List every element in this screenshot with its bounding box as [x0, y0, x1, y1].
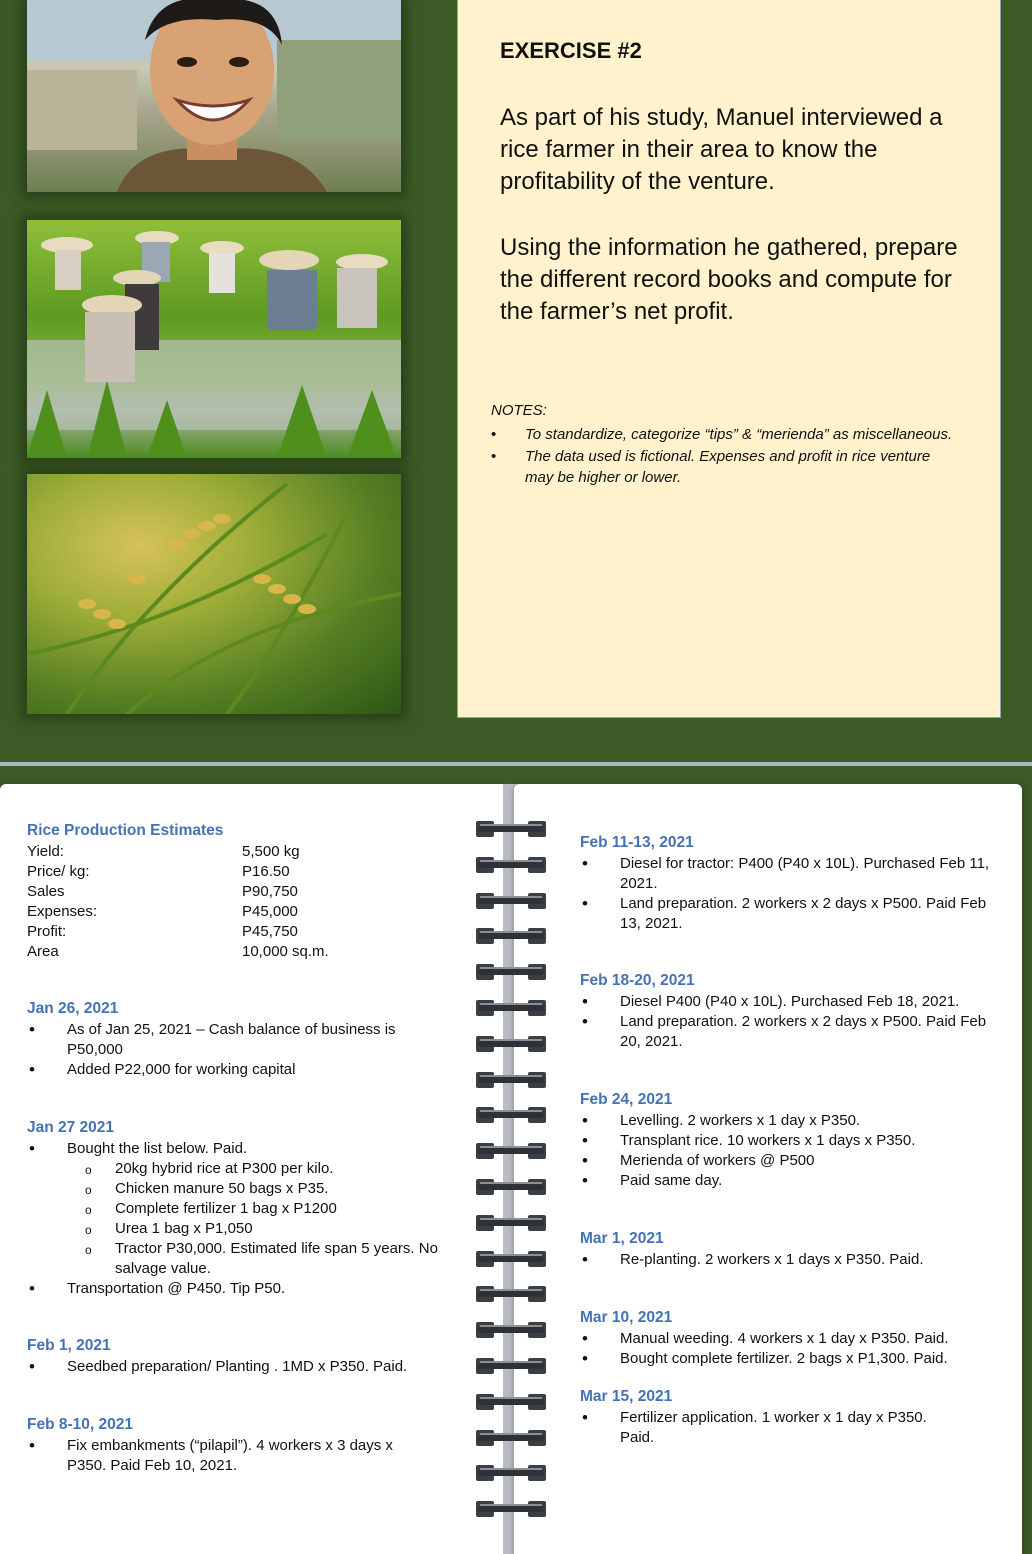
spiral-ring	[476, 1500, 546, 1518]
entry-list	[580, 1111, 990, 1191]
smiling-man-photo	[27, 0, 401, 192]
entry-date: Mar 15, 2021	[580, 1388, 673, 1405]
estimate-row	[27, 842, 447, 862]
exercise-paragraph-1: As part of his study, Manuel interviewed a rice farmer in their area to know the profitability of the venture.	[500, 104, 943, 195]
spiral-notebook	[0, 784, 1032, 1554]
spiral-ring	[476, 1178, 546, 1196]
entry-item: • Fix embankments (“pilapil”). 4 workers x 3 days x P350. Paid Feb 10, 2021.	[27, 1436, 427, 1476]
spiral-ring	[476, 1214, 546, 1232]
entry-list	[580, 1329, 990, 1369]
entry-item: • Transplant rice. 10 workers x 1 days x P350.	[580, 1131, 990, 1151]
estimate-row	[27, 882, 447, 902]
estimate-value: 5,500 kg	[242, 843, 300, 860]
estimate-label: Expenses:	[27, 903, 98, 920]
spiral-ring	[476, 1357, 546, 1375]
entry-item: • Manual weeding. 4 workers x 1 day x P350. Paid.	[580, 1329, 990, 1349]
rice-grains-photo	[27, 474, 401, 714]
entry-date: Mar 1, 2021	[580, 1230, 664, 1247]
entry-item	[27, 1139, 447, 1279]
entry-item: • Land preparation. 2 workers x 2 days x P500. Paid Feb 13, 2021.	[580, 894, 990, 934]
spiral-ring	[476, 1106, 546, 1124]
notebook-left-page	[0, 784, 508, 1554]
entry-item: • Seedbed preparation/ Planting . 1MD x P350. Paid.	[27, 1357, 447, 1377]
estimate-value: P45,000	[242, 903, 298, 920]
entry-list	[580, 992, 990, 1052]
entry-list	[27, 1020, 447, 1080]
entry-date: Feb 11-13, 2021	[580, 834, 694, 851]
entry-date: Feb 18-20, 2021	[580, 972, 695, 989]
entry-item: • Diesel for tractor: P400 (P40 x 10L). Purchased Feb 11, 2021.	[580, 854, 990, 894]
estimate-row	[27, 922, 447, 942]
entry-item: • Paid same day.	[580, 1171, 990, 1191]
spiral-ring	[476, 1285, 546, 1303]
rice-planters-illustration	[27, 220, 401, 458]
entry-list	[27, 1357, 447, 1377]
entry-item: • Land preparation. 2 workers x 2 days x P500. Paid Feb 20, 2021.	[580, 1012, 990, 1052]
estimate-row	[27, 862, 447, 882]
estimate-label: Profit:	[27, 923, 67, 940]
entry-item: • Bought complete fertilizer. 2 bags x P1,300. Paid.	[580, 1349, 990, 1369]
rice-planters-photo	[27, 220, 401, 458]
entry-item: • Levelling. 2 workers x 1 day x P350.	[580, 1111, 990, 1131]
entry-item: • Re-planting. 2 workers x 1 days x P350. Paid.	[580, 1250, 990, 1270]
estimate-label: Area	[27, 943, 59, 960]
note-item: • To standardize, categorize “tips” & “merienda” as miscellaneous.	[491, 424, 961, 445]
spiral-ring	[476, 1464, 546, 1482]
entry-list	[580, 1250, 990, 1270]
estimate-label: Yield:	[27, 843, 64, 860]
estimate-row	[27, 902, 447, 922]
estimate-row	[27, 942, 447, 962]
estimates-table	[27, 842, 447, 962]
estimate-value: P45,750	[242, 923, 298, 940]
smiling-man-illustration	[27, 0, 401, 192]
spiral-ring	[476, 1321, 546, 1339]
note-item: • The data used is fictional. Expenses and profit in rice venture may be higher or lower.	[491, 446, 961, 488]
entry-item: • Added P22,000 for working capital	[27, 1060, 447, 1080]
spiral-ring	[476, 1393, 546, 1411]
spiral-ring	[476, 856, 546, 874]
sub-list	[67, 1159, 447, 1279]
entry-list	[27, 1436, 427, 1476]
exercise-title: EXERCISE #2	[500, 38, 642, 63]
sub-item: o Complete fertilizer 1 bag x P1200	[67, 1199, 447, 1219]
entry-list	[27, 1139, 447, 1299]
entry-item-text: Bought the list below. Paid.	[67, 1140, 248, 1157]
spiral-ring	[476, 820, 546, 838]
top-section	[0, 0, 1032, 762]
entry-date: Jan 27 2021	[27, 1119, 115, 1136]
notebook-right-page	[514, 784, 1022, 1554]
estimate-value: 10,000 sq.m.	[242, 943, 329, 960]
exercise-paragraph-2: Using the information he gathered, prepare the different record books and compute for the farmer’s net profit.	[500, 234, 958, 325]
estimate-label: Price/ kg:	[27, 863, 90, 880]
entry-item: • Diesel P400 (P40 x 10L). Purchased Feb 18, 2021.	[580, 992, 990, 1012]
entry-date: Mar 10, 2021	[580, 1309, 673, 1326]
spiral-ring	[476, 1071, 546, 1089]
entry-list	[580, 1408, 960, 1448]
spiral-ring	[476, 1142, 546, 1160]
spiral-ring	[476, 1429, 546, 1447]
notes-label: NOTES:	[491, 402, 547, 419]
estimates-heading: Rice Production Estimates	[27, 822, 224, 839]
entry-date: Jan 26, 2021	[27, 1000, 119, 1017]
exercise-card	[457, 0, 1001, 718]
sub-item: o Tractor P30,000. Estimated life span 5 years. No salvage value.	[67, 1239, 447, 1279]
spiral-ring	[476, 999, 546, 1017]
spiral-ring	[476, 963, 546, 981]
estimate-value: P90,750	[242, 883, 298, 900]
entry-date: Feb 24, 2021	[580, 1091, 673, 1108]
entry-item: • Merienda of workers @ P500	[580, 1151, 990, 1171]
sub-item: o Urea 1 bag x P1,050	[67, 1219, 447, 1239]
entry-date: Feb 1, 2021	[27, 1337, 111, 1354]
rice-grains-illustration	[27, 474, 401, 714]
entry-list	[580, 854, 990, 934]
sub-item: o 20kg hybrid rice at P300 per kilo.	[67, 1159, 447, 1179]
spiral-ring	[476, 927, 546, 945]
entry-date: Feb 8-10, 2021	[27, 1416, 133, 1433]
entry-item: • Fertilizer application. 1 worker x 1 day x P350. Paid.	[580, 1408, 960, 1448]
green-band	[0, 766, 1032, 784]
entry-item: • Transportation @ P450. Tip P50.	[27, 1279, 447, 1299]
spiral-ring	[476, 1250, 546, 1268]
notes-list	[491, 424, 961, 489]
sub-item: o Chicken manure 50 bags x P35.	[67, 1179, 447, 1199]
spiral-ring	[476, 892, 546, 910]
entry-item: • As of Jan 25, 2021 – Cash balance of business is P50,000	[27, 1020, 447, 1060]
spiral-ring	[476, 1035, 546, 1053]
estimate-label: Sales	[27, 883, 65, 900]
estimate-value: P16.50	[242, 863, 290, 880]
